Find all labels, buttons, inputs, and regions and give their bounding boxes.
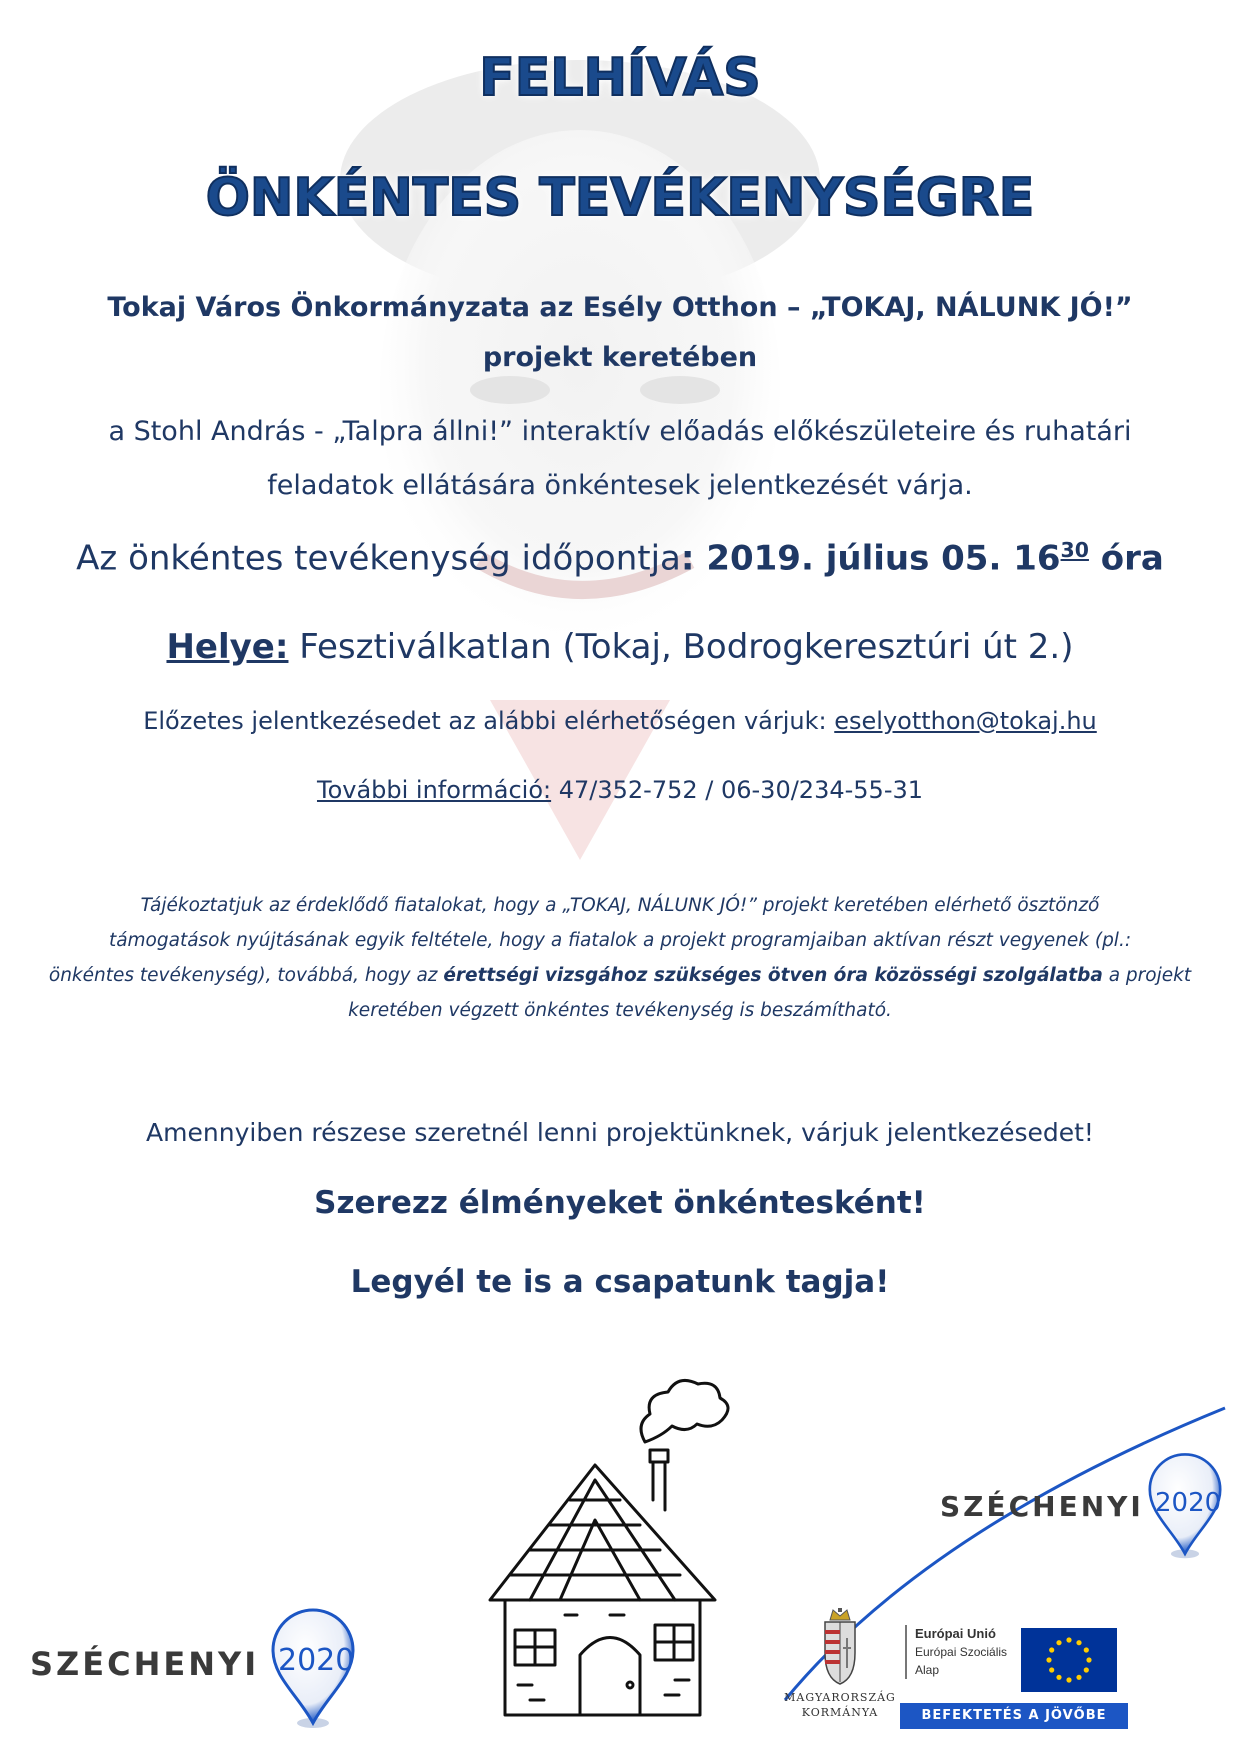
eu-title: Európai Unió (915, 1626, 996, 1641)
contact-text: Előzetes jelentkezésedet az alábbi elérhetőségen várjuk: (143, 707, 835, 735)
eu-fund-line2: Alap (915, 1663, 940, 1677)
note-line3-end: a projekt (1102, 965, 1192, 986)
house-drawing (470, 1370, 740, 1730)
note-line4: keretében végzett önkéntes tevékenység is beszámítható. (348, 1000, 892, 1021)
government-line1: MAGYARORSZÁG (784, 1691, 896, 1704)
date-minutes: 30 (1060, 538, 1089, 562)
eu-text-block (905, 1625, 1025, 1679)
contact-line (0, 707, 1240, 735)
slogan-1: Szerezz élményeket önkéntesként! (314, 1185, 926, 1221)
heading-line1: FELHÍVÁS (479, 48, 761, 108)
szechenyi-logo-left (30, 1605, 360, 1735)
note-line3-bold: érettségi vizsgához szükséges ötven óra közösségi szolgálatba (443, 965, 1103, 986)
intro-line2: projekt keretében (482, 342, 758, 373)
place-label: Helye: (166, 627, 289, 667)
info-phones: 47/352-752 / 06-30/234-55-31 (551, 776, 924, 804)
government-name (775, 1690, 905, 1720)
heading-line2: ÖNKÉNTES TEVÉKENYSÉGRE (205, 168, 1035, 228)
note-line1: Tájékoztatjuk az érdeklődő fiatalokat, hogy a „TOKAJ, NÁLUNK JÓ!” projekt keretében elérhető ösztönző (140, 895, 1100, 916)
note-line3-start: önkéntes tevékenység), továbbá, hogy az (48, 965, 444, 986)
government-line2: KORMÁNYA (801, 1706, 879, 1719)
info-label: További információ: (316, 776, 552, 804)
note-paragraph (0, 888, 1240, 1028)
szechenyi-word: SZÉCHENYI (30, 1645, 260, 1683)
date-suffix: óra (1088, 538, 1164, 579)
date-value: : 2019. július 05. 16 (680, 538, 1061, 579)
szechenyi-word-right: SZÉCHENYI (940, 1490, 1144, 1523)
szechenyi-year: 2020 (278, 1643, 355, 1678)
eu-flag-icon (1021, 1628, 1117, 1692)
slogan-2: Legyél te is a csapatunk tagja! (350, 1264, 890, 1300)
intro-line1: Tokaj Város Önkormányzata az Esély Otthon – „TOKAJ, NÁLUNK JÓ!” (107, 292, 1133, 323)
event-date (0, 538, 1240, 578)
note-line2: támogatások nyújtásának egyik feltétele, hogy a fiatalok a projekt programjaiban aktívan részt vegyenek (pl.: (108, 930, 1132, 951)
place-value: Fesztiválkatlan (Tokaj, Bodrogkeresztúri út 2.) (288, 627, 1074, 667)
description-line2: feladatok ellátására önkéntesek jelentkezését várja. (267, 470, 973, 501)
closing-text: Amennyiben részese szeretnél lenni projektünknek, várjuk jelentkezésedet! (146, 1118, 1094, 1147)
note-line3 (0, 958, 1240, 993)
date-label: Az önkéntes tevékenység időpontja (76, 538, 681, 579)
coat-of-arms-icon (815, 1608, 865, 1686)
eu-banner: BEFEKTETÉS A JÖVŐBE (900, 1703, 1128, 1729)
szechenyi-year-right: 2020 (1155, 1488, 1222, 1518)
eu-fund-line1: Európai Szociális (915, 1645, 1008, 1659)
description-line1: a Stohl András - „Talpra állni!” interaktív előadás előkészületeire és ruhatári (108, 416, 1132, 447)
official-logo-block (775, 1400, 1230, 1745)
event-place (0, 627, 1240, 667)
info-line (0, 776, 1240, 804)
contact-email-link[interactable]: eselyotthon@tokaj.hu (834, 707, 1097, 735)
